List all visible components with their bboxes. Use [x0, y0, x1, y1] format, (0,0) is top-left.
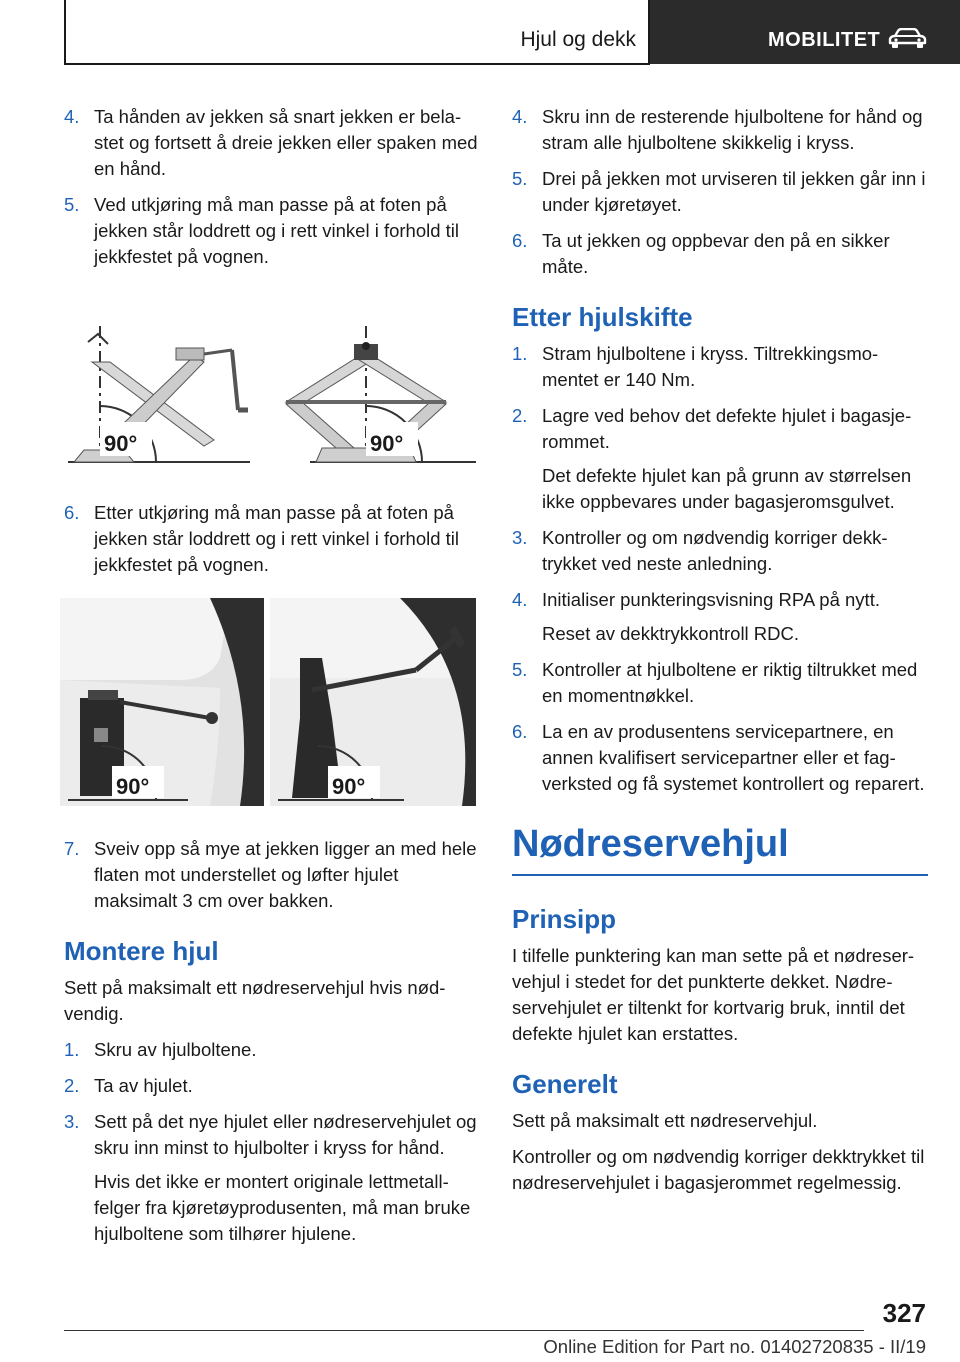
step-item	[512, 403, 928, 515]
left-column	[64, 104, 480, 1257]
step-text: Ta av hjulet.	[94, 1075, 193, 1096]
section-heading-etter-hjulskifte: Etter hjulskifte	[512, 302, 693, 332]
step-text: Ta hånden av jekken så snart jekken er belastet og fortsett å dreie jekken eller spaken med en hånd.	[94, 106, 478, 179]
angle-label: 90°	[370, 431, 404, 456]
header-bottom-rule	[64, 63, 650, 65]
generelt-text-2: Kontroller og om nødvendig korriger dekktrykket til nødreservehjulet i bagasjerommet regelmessig.	[512, 1146, 925, 1193]
step-text: Skru av hjulboltene.	[94, 1039, 257, 1060]
step-number: 5.	[512, 659, 528, 680]
step-number: 6.	[64, 502, 80, 523]
step-text: Sett på det nye hjulet eller nødreservehjulet og skru inn minst to hjulbolter i kryss for hånd.	[94, 1111, 477, 1158]
header-rule-left	[64, 0, 66, 64]
step-text: Lagre ved behov det defekte hjulet i bagasjerommet.	[542, 405, 912, 452]
angle-label: 90°	[332, 774, 366, 799]
step-item	[512, 525, 928, 577]
step-item	[512, 341, 928, 393]
page-number: 327	[882, 1298, 926, 1328]
step-item	[64, 836, 480, 914]
step-text: La en av produsentens servicepartnere, en annen kvalifisert servicepartner eller et fagverksted og få systemet kontrollert og reparert.	[542, 721, 925, 794]
step-item	[512, 719, 928, 797]
step-text: Stram hjulboltene i kryss. Tiltrekkingsmomentet er 140 Nm.	[542, 343, 879, 390]
generelt-text-1: Sett på maksimalt ett nødreservehjul.	[512, 1110, 818, 1131]
header-chapter-tab	[650, 0, 960, 64]
step-text: Initialiser punkteringsvisning RPA på nytt.	[542, 589, 880, 610]
prinsipp-text: I tilfelle punktering kan man sette på et nødreservehjul i stedet for det punkterte dekket. Nødreservehjulet er tiltenkt for kortvarig bruk, inntil det defekte hjulet kan erstattes.	[512, 945, 915, 1044]
step-number: 5.	[512, 168, 528, 189]
step-number: 6.	[512, 721, 528, 742]
step-item	[512, 104, 928, 156]
step-text: Etter utkjøring må man passe på at foten på jekken står loddrett og i rett vinkel i forhold til jekkfestet på vognen.	[94, 502, 460, 575]
step-item	[64, 1037, 480, 1063]
step-item	[512, 228, 928, 280]
step-item	[512, 657, 928, 709]
step-note: Reset av dekktrykkontroll RDC.	[542, 623, 800, 644]
step-item	[512, 587, 928, 647]
header-section-title: Hjul og dekk	[520, 28, 636, 51]
step-item	[64, 500, 480, 578]
step-number: 3.	[64, 1111, 80, 1132]
car-icon	[886, 28, 928, 50]
step-number: 3.	[512, 527, 528, 548]
angle-label: 90°	[104, 431, 138, 456]
section-intro: Sett på maksimalt ett nødreservehjul hvis nødvendig.	[64, 977, 446, 1024]
step-text: Kontroller og om nødvendig korriger dekktrykket ved neste anledning.	[542, 527, 888, 574]
step-text: Drei på jekken mot urviseren til jekken går inn i under kjøretøyet.	[542, 168, 926, 215]
step-number: 6.	[512, 230, 528, 251]
footer-rule	[64, 1330, 864, 1331]
step-item	[64, 192, 480, 270]
right-column	[512, 104, 928, 1206]
step-item	[64, 104, 480, 182]
step-number: 2.	[64, 1075, 80, 1096]
step-text: Sveiv opp så mye at jekken ligger an med hele flaten mot understellet og løfter hjulet maksimalt 3 cm over bakken.	[94, 838, 477, 911]
step-note: Det defekte hjulet kan på grunn av størrelsen ikke oppbevares under bagasjeromsgulvet.	[542, 465, 912, 512]
step-number: 7.	[64, 838, 80, 859]
section-heading-prinsipp: Prinsipp	[512, 904, 617, 934]
step-text: Kontroller at hjulboltene er riktig tiltrukket med en momentnøkkel.	[542, 659, 918, 706]
step-item	[512, 166, 928, 218]
step-number: 1.	[512, 343, 528, 364]
section-heading-montere-hjul: Montere hjul	[64, 936, 219, 966]
step-item	[64, 1109, 480, 1247]
step-number: 4.	[512, 589, 528, 610]
header-chapter-label: MOBILITET	[768, 29, 881, 51]
step-item	[64, 1073, 480, 1099]
step-text: Ved utkjøring må man passe på at foten på jekken står loddrett og i rett vinkel i forhold til jekkfestet på vognen.	[94, 194, 460, 267]
step-number: 4.	[64, 106, 80, 127]
jack-under-car-photo	[60, 598, 480, 808]
step-number: 5.	[64, 194, 80, 215]
footer-edition: Online Edition for Part no. 01402720835 - II/19	[543, 1336, 926, 1357]
step-number: 2.	[512, 405, 528, 426]
step-number: 1.	[64, 1039, 80, 1060]
step-text: Ta ut jekken og oppbevar den på en sikker måte.	[542, 230, 890, 277]
angle-label: 90°	[116, 774, 150, 799]
jack-angle-illustration	[64, 322, 480, 472]
step-number: 4.	[512, 106, 528, 127]
step-note: Hvis det ikke er montert originale lettmetallfelger fra kjøretøyprodusenten, må man bruke hjulboltene som tilhører hjulene.	[94, 1171, 471, 1244]
step-text: Skru inn de resterende hjulboltene for hånd og stram alle hjulboltene skikkelig i kryss.	[542, 106, 923, 153]
section-heading-generelt: Generelt	[512, 1069, 618, 1099]
chapter-heading-nodreservehjul: Nødreservehjul	[512, 823, 928, 876]
